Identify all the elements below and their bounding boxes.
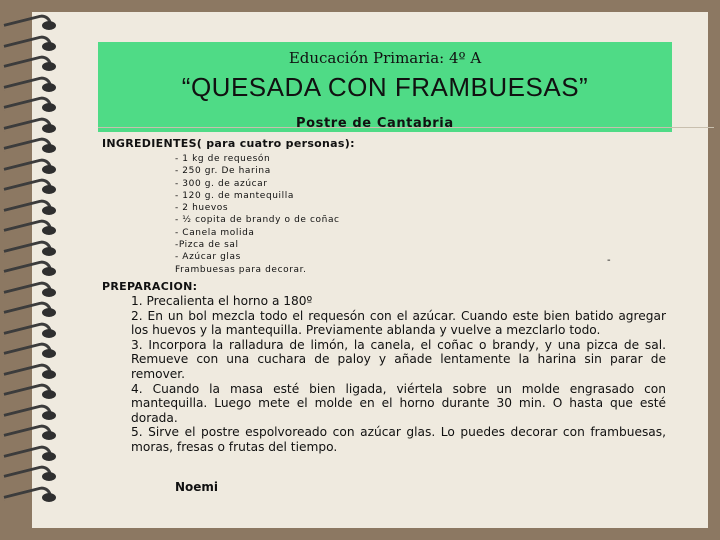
ring-hole bbox=[42, 370, 56, 379]
spiral-ring-icon bbox=[4, 283, 80, 301]
ring-hole bbox=[42, 62, 56, 71]
spiral-ring-icon bbox=[4, 467, 80, 485]
page-subtitle: Postre de Cantabria bbox=[296, 116, 454, 131]
ring-hole bbox=[42, 185, 56, 194]
ring-hole bbox=[42, 329, 56, 338]
spiral-ring-icon bbox=[4, 160, 80, 178]
ingredient-item: - Canela molida bbox=[175, 227, 255, 238]
ring-hole bbox=[42, 452, 56, 461]
spiral-ring-icon bbox=[4, 447, 80, 465]
spiral-ring-icon bbox=[4, 139, 80, 157]
ingredient-item: Frambuesas para decorar. bbox=[175, 264, 307, 275]
ring-hole bbox=[42, 21, 56, 30]
spiral-ring-icon bbox=[4, 344, 80, 362]
spiral-ring-icon bbox=[4, 221, 80, 239]
preparation-heading: PREPARACION: bbox=[102, 280, 198, 293]
spiral-binding bbox=[4, 16, 80, 516]
step-2: 2. En un bol mezcla todo el requesón con el azúcar. Cuando este bien batido agregar los huevos y la mantequilla. Previamente ablanda y vuelve a mezclarlo todo. bbox=[131, 308, 666, 338]
ring-hole bbox=[42, 247, 56, 256]
ring-hole bbox=[42, 349, 56, 358]
preparation-steps bbox=[131, 294, 666, 455]
ring-hole bbox=[42, 42, 56, 51]
ring-hole bbox=[42, 226, 56, 235]
spiral-ring-icon bbox=[4, 324, 80, 342]
ring-hole bbox=[42, 165, 56, 174]
spiral-ring-icon bbox=[4, 365, 80, 383]
spiral-ring-icon bbox=[4, 57, 80, 75]
ring-hole bbox=[42, 308, 56, 317]
ring-hole bbox=[42, 103, 56, 112]
spiral-ring-icon bbox=[4, 262, 80, 280]
spiral-ring-icon bbox=[4, 180, 80, 198]
stray-dash: - bbox=[607, 255, 611, 266]
ingredients-list bbox=[175, 153, 340, 276]
step-4: 4. Cuando la masa esté bien ligada, viértela sobre un molde engrasado con mantequilla. Luego mete el molde en el horno durante 30 min. O hasta que esté dorada. bbox=[131, 381, 666, 425]
spiral-ring-icon bbox=[4, 16, 80, 34]
spiral-ring-icon bbox=[4, 119, 80, 137]
school-line: Educación Primaria: 4º A bbox=[288, 49, 482, 67]
spiral-ring-icon bbox=[4, 385, 80, 403]
ingredient-item: - ½ copita de brandy o de coñac bbox=[175, 215, 340, 226]
spiral-ring-icon bbox=[4, 406, 80, 424]
ring-hole bbox=[42, 206, 56, 215]
spiral-ring-icon bbox=[4, 303, 80, 321]
ingredient-item: - 250 gr. De harina bbox=[175, 166, 271, 177]
spiral-ring-icon bbox=[4, 426, 80, 444]
page-title: “QUESADA CON FRAMBUESAS” bbox=[181, 72, 589, 102]
spiral-ring-icon bbox=[4, 242, 80, 260]
ring-hole bbox=[42, 493, 56, 502]
step-1: 1. Precalienta el horno a 180º bbox=[131, 294, 313, 308]
ring-hole bbox=[42, 472, 56, 481]
spiral-ring-icon bbox=[4, 78, 80, 96]
ring-hole bbox=[42, 124, 56, 133]
ingredient-item: - 2 huevos bbox=[175, 203, 229, 214]
ring-hole bbox=[42, 288, 56, 297]
step-5: 5. Sirve el postre espolvoreado con azúcar glas. Lo puedes decorar con frambuesas, moras, fresas o frutas del tiempo. bbox=[131, 425, 666, 454]
ingredient-item: - 300 g. de azúcar bbox=[175, 178, 268, 189]
spiral-ring-icon bbox=[4, 98, 80, 116]
ingredient-item: - 120 g. de mantequilla bbox=[175, 190, 294, 201]
ring-hole bbox=[42, 431, 56, 440]
spiral-ring-icon bbox=[4, 37, 80, 55]
author-name: Noemi bbox=[175, 480, 219, 494]
ingredients-heading: INGREDIENTES( para cuatro personas): bbox=[102, 137, 355, 150]
ingredient-item: -Pizca de sal bbox=[175, 240, 239, 251]
spiral-ring-icon bbox=[4, 488, 80, 506]
ring-hole bbox=[42, 390, 56, 399]
ring-hole bbox=[42, 83, 56, 92]
ring-hole bbox=[42, 267, 56, 276]
ingredient-item: - Azúcar glas bbox=[175, 252, 241, 263]
ring-hole bbox=[42, 411, 56, 420]
step-3: 3. Incorpora la ralladura de limón, la canela, el coñac o brandy, y una pizca de sal. Remueve con una cuchara de paloy y añade lentamente la harina sin parar de remover. bbox=[131, 337, 666, 381]
spiral-ring-icon bbox=[4, 201, 80, 219]
ring-hole bbox=[42, 144, 56, 153]
ingredient-item: - 1 kg de requesón bbox=[175, 154, 271, 164]
